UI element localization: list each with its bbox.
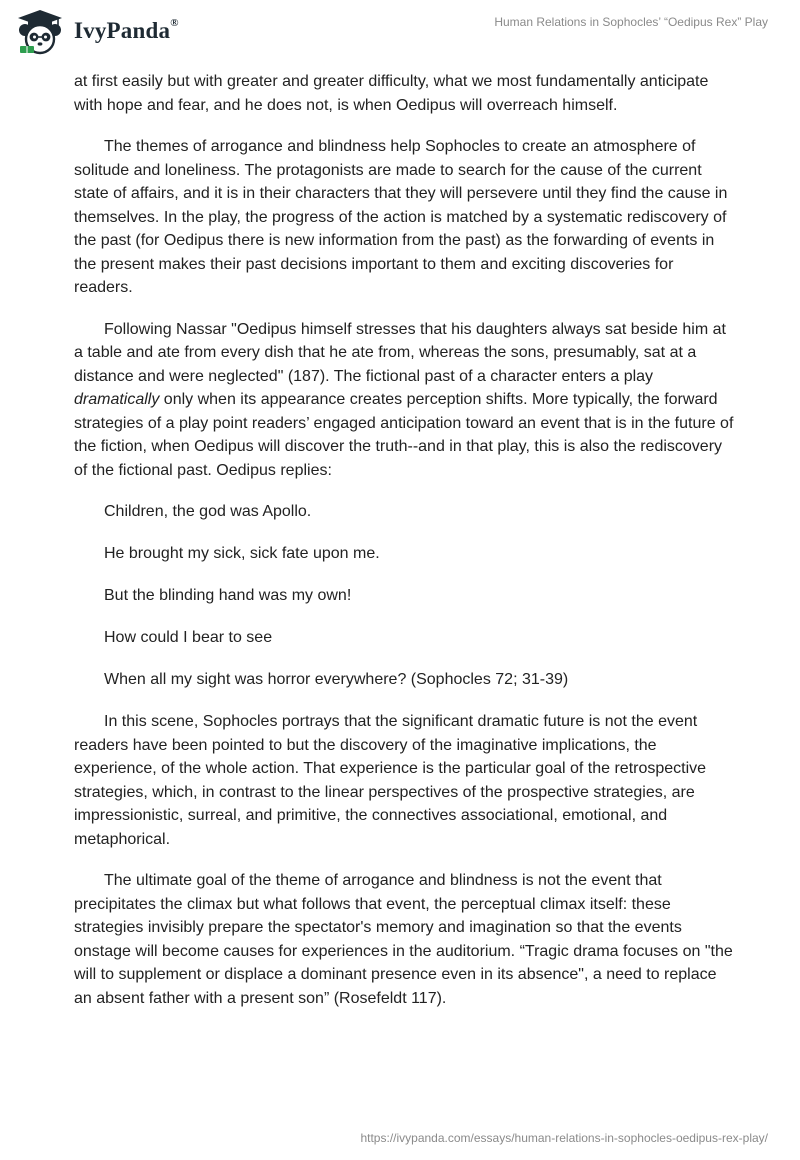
essay-body bbox=[74, 70, 734, 1028]
document-title: Human Relations in Sophocles’ “Oedipus Rex” Play bbox=[494, 15, 768, 29]
paragraph: The ultimate goal of the theme of arrogance and blindness is not the event that precipitates the climax but what follows that event, the perceptual climax itself: these strategies invisibly prepare the spectator's memory and imagination so that the events onstage will become causes for experiences in the auditorium. “Tragic drama focuses on "the will to supplement or displace a dominant presence even in its absence", a need to replace an absent father with a present son” (Rosefeldt 117). bbox=[74, 872, 733, 1007]
paragraph-text: Following Nassar "Oedipus himself stresses that his daughters always sat beside him at a table and ate from every dish that he ate from, whereas the sons, presumably, sat at a distance and were neglected" (187). The fictional past of a character enters a play bbox=[74, 320, 726, 385]
panda-logo-icon bbox=[14, 8, 66, 56]
source-url[interactable]: https://ivypanda.com/essays/human-relations-in-sophocles-oedipus-rex-play/ bbox=[360, 1131, 768, 1145]
emphasized-text: dramatically bbox=[74, 391, 160, 408]
logo-name: IvyPanda bbox=[74, 18, 171, 43]
logo-registered-mark: ® bbox=[170, 17, 179, 30]
verse-line: But the blinding hand was my own! bbox=[104, 587, 352, 604]
verse-line: Children, the god was Apollo. bbox=[104, 503, 312, 520]
logo[interactable] bbox=[14, 8, 179, 56]
logo-text bbox=[74, 18, 179, 44]
paragraph: at first easily but with greater and greater difficulty, what we most fundamentally anticipate with hope and fear, and he does not, is when Oedipus will overreach himself. bbox=[74, 73, 709, 114]
verse-line: How could I bear to see bbox=[104, 629, 273, 646]
paragraph-text: only when its appearance creates perception shifts. More typically, the forward strategies of a play point readers’ engaged anticipation toward an event that is in the future of the fiction, when Oedipus will discover the truth--and in that play, this is also the rediscovery of the fictional past. Oedipus replies: bbox=[74, 391, 734, 479]
paragraph: In this scene, Sophocles portrays that the significant dramatic future is not the event readers have been pointed to but the discovery of the imaginative implications, the experience, of the whole action. That experience is the particular goal of the retrospective strategies, which, in contrast to the linear perspectives of the prospective strategies, are impressionistic, surreal, and primitive, the connectives associational, emotional, and metaphorical. bbox=[74, 713, 707, 848]
paragraph: The themes of arrogance and blindness help Sophocles to create an atmosphere of solitude and loneliness. The protagonists are made to search for the cause of the current state of affairs, and it is in their characters that they will persevere until they find the cause in themselves. In the play, the progress of the action is matched by a systematic rediscovery of the past (for Oedipus there is new information from the past) as the forwarding of events in the present makes their past decisions important to them and exciting discoveries for readers. bbox=[74, 138, 728, 296]
verse-line: When all my sight was horror everywhere? (Sophocles 72; 31-39) bbox=[104, 671, 569, 688]
paragraph bbox=[74, 318, 734, 483]
page-header bbox=[0, 0, 800, 62]
verse-line: He brought my sick, sick fate upon me. bbox=[104, 545, 380, 562]
